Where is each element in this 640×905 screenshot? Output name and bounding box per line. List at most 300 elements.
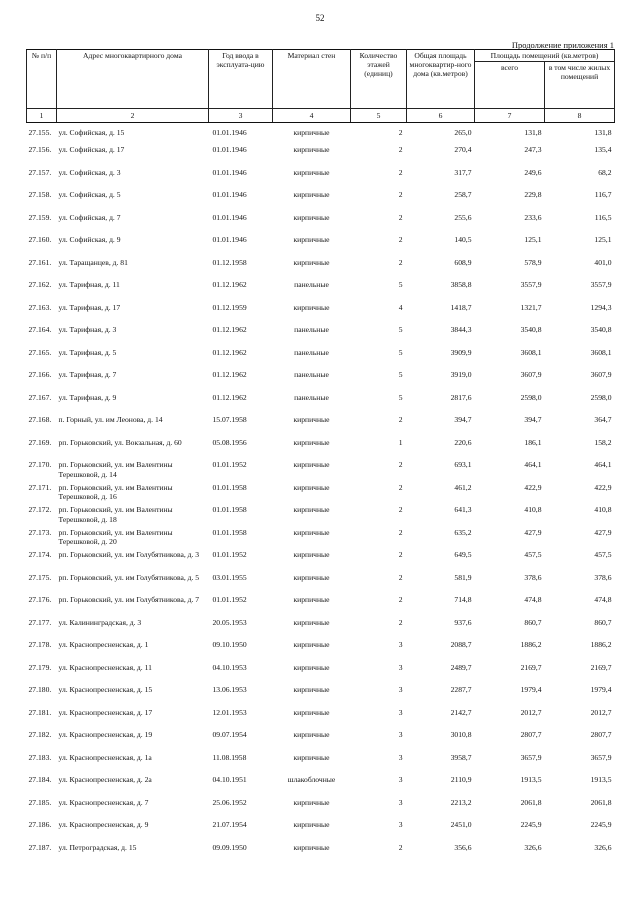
row-area-residential: 68,2 xyxy=(598,167,612,177)
row-floors: 2 xyxy=(398,145,403,154)
row-number: 27.158. xyxy=(28,190,52,199)
table-row xyxy=(27,483,615,506)
header-floors: Количество этажей (единиц) xyxy=(351,50,407,109)
row-year: 15.07.1958 xyxy=(212,415,247,424)
row-number: 27.180. xyxy=(28,685,52,694)
row-total-area: 2817,6 xyxy=(450,392,472,402)
row-material: кирпичные xyxy=(293,302,330,312)
row-total-area: 140,5 xyxy=(454,235,472,244)
row-total-area: 3858,8 xyxy=(450,280,472,289)
row-material: кирпичные xyxy=(293,460,330,469)
row-floors: 2 xyxy=(398,505,403,514)
row-area-residential: 474,8 xyxy=(594,595,612,604)
row-year: 01.12.1962 xyxy=(212,370,247,379)
row-address: ул. Софийская, д. 5 xyxy=(58,190,121,199)
row-material: кирпичные xyxy=(293,145,330,154)
row-year: 01.12.1958 xyxy=(212,257,247,267)
row-area-all: 3557,9 xyxy=(520,280,542,289)
row-year: 01.12.1962 xyxy=(212,325,247,334)
row-number: 27.162. xyxy=(28,280,52,289)
row-total-area: 3909,9 xyxy=(450,347,472,357)
row-number: 27.186. xyxy=(28,820,52,829)
row-floors: 5 xyxy=(398,370,403,379)
table-row xyxy=(27,843,615,866)
table-row xyxy=(27,753,615,776)
row-year: 01.01.1946 xyxy=(212,128,247,137)
row-number: 27.185. xyxy=(28,797,52,807)
row-area-residential: 378,6 xyxy=(594,572,612,582)
row-area-all: 578,9 xyxy=(524,257,542,267)
row-material: кирпичные xyxy=(293,842,330,852)
row-floors: 3 xyxy=(398,752,403,762)
row-number: 27.179. xyxy=(28,662,52,672)
row-year: 01.01.1946 xyxy=(212,145,247,154)
col-number: 7 xyxy=(475,109,545,123)
row-year: 01.12.1959 xyxy=(212,302,247,312)
row-material: кирпичные xyxy=(293,707,330,717)
row-material: кирпичные xyxy=(293,662,330,672)
row-floors: 2 xyxy=(398,212,403,222)
row-year: 04.10.1951 xyxy=(212,775,247,784)
row-material: кирпичные xyxy=(293,595,330,604)
row-address: ул. Софийская, д. 17 xyxy=(58,145,125,154)
row-total-area: 608,9 xyxy=(454,257,472,267)
row-total-area: 3844,3 xyxy=(450,325,472,334)
row-floors: 4 xyxy=(398,302,403,312)
row-material: кирпичные xyxy=(293,820,330,829)
table-row xyxy=(27,798,615,821)
row-area-residential: 116,7 xyxy=(594,190,612,199)
row-number: 27.160. xyxy=(28,235,52,244)
table-row xyxy=(27,415,615,438)
row-floors: 2 xyxy=(398,460,403,469)
row-number: 27.161. xyxy=(28,257,52,267)
row-year: 21.07.1954 xyxy=(212,820,247,829)
row-number: 27.169. xyxy=(28,437,52,447)
row-area-residential: 125,1 xyxy=(594,235,612,244)
row-number: 27.163. xyxy=(28,302,52,312)
row-area-all: 422,9 xyxy=(524,482,542,492)
row-address: п. Горный, ул. им Леонова, д. 14 xyxy=(58,415,163,424)
row-area-all: 464,1 xyxy=(524,460,542,469)
row-area-all: 427,9 xyxy=(524,527,542,537)
row-address: ул. Тарифная, д. 5 xyxy=(58,347,117,357)
row-year: 01.12.1962 xyxy=(212,347,247,357)
row-material: панельные xyxy=(294,280,329,289)
row-total-area: 635,2 xyxy=(454,527,472,537)
table-row xyxy=(27,235,615,258)
row-area-residential: 2061,8 xyxy=(590,797,612,807)
row-material: панельные xyxy=(294,325,329,334)
row-floors: 3 xyxy=(398,640,403,649)
row-total-area: 641,3 xyxy=(454,505,472,514)
row-floors: 2 xyxy=(398,190,403,199)
row-number: 27.177. xyxy=(28,617,52,627)
row-total-area: 2451,0 xyxy=(450,820,472,829)
row-material: кирпичные xyxy=(293,505,330,514)
row-address: рп. Горьковский, ул. им Голубятникова, д. 5 xyxy=(58,572,200,582)
row-address: ул. Софийская, д. 15 xyxy=(58,128,125,137)
col-number: 4 xyxy=(273,109,351,123)
row-area-all: 410,8 xyxy=(524,505,542,514)
row-area-residential: 2807,7 xyxy=(590,730,612,739)
row-area-all: 2012,7 xyxy=(520,707,542,717)
row-year: 20.05.1953 xyxy=(212,617,247,627)
row-area-residential: 3657,9 xyxy=(590,752,612,762)
row-floors: 3 xyxy=(398,730,403,739)
row-floors: 2 xyxy=(398,257,403,267)
row-floors: 2 xyxy=(398,595,403,604)
table-row xyxy=(27,573,615,596)
row-year: 11.08.1958 xyxy=(212,752,247,762)
row-floors: 5 xyxy=(398,392,403,402)
row-floors: 2 xyxy=(398,572,403,582)
row-total-area: 220,6 xyxy=(454,437,472,447)
row-area-all: 378,6 xyxy=(524,572,542,582)
row-area-residential: 158,2 xyxy=(594,437,612,447)
row-floors: 3 xyxy=(398,685,403,694)
row-number: 27.165. xyxy=(28,347,52,357)
row-floors: 3 xyxy=(398,775,403,784)
col-number: 3 xyxy=(209,109,273,123)
row-address: рп. Горьковский, ул. им Голубятникова, д. 7 xyxy=(58,595,200,604)
row-number: 27.155. xyxy=(28,128,52,137)
row-material: кирпичные xyxy=(293,550,330,559)
row-area-all: 2598,0 xyxy=(520,392,542,402)
table-row xyxy=(27,145,615,168)
row-area-all: 1321,7 xyxy=(520,302,542,312)
table-row xyxy=(27,663,615,686)
row-number: 27.178. xyxy=(28,640,52,649)
row-area-all: 394,7 xyxy=(524,415,542,424)
table-row xyxy=(27,370,615,393)
row-total-area: 394,7 xyxy=(454,415,472,424)
row-area-all: 186,1 xyxy=(524,437,542,447)
row-total-area: 258,7 xyxy=(454,190,472,199)
row-area-all: 3608,1 xyxy=(520,347,542,357)
row-area-all: 249,6 xyxy=(524,167,542,177)
row-year: 01.01.1946 xyxy=(212,190,247,199)
row-floors: 2 xyxy=(398,128,403,137)
row-area-residential: 3607,9 xyxy=(590,370,612,379)
row-address: ул. Таращанцев, д. 81 xyxy=(58,257,128,267)
row-area-all: 2169,7 xyxy=(520,662,542,672)
row-address: ул. Софийская, д. 3 xyxy=(58,167,121,177)
row-material: кирпичные xyxy=(293,640,330,649)
row-area-all: 457,5 xyxy=(524,550,542,559)
row-number: 27.175. xyxy=(28,572,52,582)
row-floors: 3 xyxy=(398,797,403,807)
row-year: 01.01.1952 xyxy=(212,595,247,604)
row-floors: 3 xyxy=(398,820,403,829)
table-row xyxy=(27,438,615,461)
row-number: 27.187. xyxy=(28,842,52,852)
table-row xyxy=(27,685,615,708)
row-address: рп. Горьковский, ул. им Валентины Терешковой, д. 20 xyxy=(58,527,173,546)
header-num: № п/п xyxy=(27,50,57,109)
header-material: Материал стен xyxy=(273,50,351,109)
row-area-all: 3657,9 xyxy=(520,752,542,762)
row-address: ул. Тарифная, д. 7 xyxy=(58,370,117,379)
row-number: 27.168. xyxy=(28,415,52,424)
row-area-all: 2061,8 xyxy=(520,797,542,807)
continuation-note: Продолжение приложения 1 xyxy=(511,40,614,50)
row-material: кирпичные xyxy=(293,482,330,492)
row-material: кирпичные xyxy=(293,190,330,199)
row-year: 01.01.1946 xyxy=(212,235,247,244)
row-material: кирпичные xyxy=(293,527,330,537)
row-area-residential: 1979,4 xyxy=(590,685,612,694)
row-area-residential: 2598,0 xyxy=(590,392,612,402)
table-body xyxy=(27,123,615,866)
row-material: шлакоблочные xyxy=(287,775,336,784)
row-material: кирпичные xyxy=(293,415,330,424)
table-row xyxy=(27,213,615,236)
col-number: 8 xyxy=(545,109,615,123)
row-area-residential: 427,9 xyxy=(594,527,612,537)
row-floors: 2 xyxy=(398,842,403,852)
row-material: кирпичные xyxy=(293,685,330,694)
row-floors: 2 xyxy=(398,167,403,177)
row-address: ул. Тарифная, д. 11 xyxy=(58,280,120,289)
row-material: панельные xyxy=(294,370,329,379)
row-material: кирпичные xyxy=(293,235,330,244)
row-total-area: 255,6 xyxy=(454,212,472,222)
row-number: 27.174. xyxy=(28,550,52,559)
row-area-residential: 457,5 xyxy=(594,550,612,559)
row-address: рп. Горьковский, ул. им Валентины Терешковой, д. 14 xyxy=(58,460,173,479)
table-row xyxy=(27,708,615,731)
row-area-all: 3540,8 xyxy=(520,325,542,334)
row-area-all: 2807,7 xyxy=(520,730,542,739)
row-material: кирпичные xyxy=(293,752,330,762)
row-year: 09.09.1950 xyxy=(212,842,247,852)
row-area-all: 1886,2 xyxy=(520,640,542,649)
row-number: 27.159. xyxy=(28,212,52,222)
row-floors: 5 xyxy=(398,347,403,357)
row-number: 27.171. xyxy=(28,482,52,492)
row-year: 09.07.1954 xyxy=(212,730,247,739)
table-row xyxy=(27,505,615,528)
table-row xyxy=(27,348,615,371)
row-address: ул. Краснопресненская, д. 1а xyxy=(58,752,152,762)
header-premises-area: Площадь помещений (кв.метров) xyxy=(475,50,615,62)
row-address: ул. Краснопресненская, д. 11 xyxy=(58,662,152,672)
row-area-all: 3607,9 xyxy=(520,370,542,379)
row-total-area: 2088,7 xyxy=(450,640,472,649)
row-year: 05.08.1956 xyxy=(212,437,247,447)
row-number: 27.170. xyxy=(28,460,52,469)
row-area-residential: 135,4 xyxy=(594,145,612,154)
row-year: 03.01.1955 xyxy=(212,572,247,582)
row-floors: 1 xyxy=(398,437,403,447)
row-year: 13.06.1953 xyxy=(212,685,247,694)
table-row xyxy=(27,775,615,798)
row-area-all: 247,3 xyxy=(524,145,542,154)
row-total-area: 2142,7 xyxy=(450,707,472,717)
table-row xyxy=(27,618,615,641)
table-row xyxy=(27,460,615,483)
row-area-residential: 2245,9 xyxy=(590,820,612,829)
row-address: рп. Горьковский, ул. им Голубятникова, д. 3 xyxy=(58,550,200,559)
row-area-all: 326,6 xyxy=(524,842,542,852)
row-year: 04.10.1953 xyxy=(212,662,247,672)
row-area-all: 125,1 xyxy=(524,235,542,244)
row-address: рп. Горьковский, ул. Вокзальная, д. 60 xyxy=(58,437,182,447)
row-year: 12.01.1953 xyxy=(212,707,247,717)
row-total-area: 270,4 xyxy=(454,145,472,154)
row-area-all: 1979,4 xyxy=(520,685,542,694)
table-row xyxy=(27,325,615,348)
row-total-area: 3919,0 xyxy=(450,370,472,379)
row-total-area: 317,7 xyxy=(454,167,472,177)
row-area-residential: 326,6 xyxy=(594,842,612,852)
header-residential: в том числе жилых помещений xyxy=(545,62,615,109)
col-number: 6 xyxy=(407,109,475,123)
row-year: 01.01.1952 xyxy=(212,460,247,469)
table-row xyxy=(27,190,615,213)
row-material: панельные xyxy=(294,347,329,357)
row-area-residential: 2012,7 xyxy=(590,707,612,717)
row-area-residential: 364,7 xyxy=(594,415,612,424)
table-row xyxy=(27,595,615,618)
row-area-all: 2245,9 xyxy=(520,820,542,829)
row-total-area: 265,0 xyxy=(454,128,472,137)
row-area-residential: 3608,1 xyxy=(590,347,612,357)
row-address: ул. Краснопресненская, д. 15 xyxy=(58,685,153,694)
row-address: ул. Краснопресненская, д. 1 xyxy=(58,640,149,649)
row-material: кирпичные xyxy=(293,212,330,222)
table-row xyxy=(27,123,615,146)
row-floors: 5 xyxy=(398,325,403,334)
row-area-residential: 3557,9 xyxy=(590,280,612,289)
row-material: кирпичные xyxy=(293,167,330,177)
row-year: 01.01.1946 xyxy=(212,212,247,222)
table-row xyxy=(27,303,615,326)
col-number: 1 xyxy=(27,109,57,123)
row-address: ул. Софийская, д. 7 xyxy=(58,212,121,222)
page-number: 52 xyxy=(315,13,325,23)
row-address: ул. Тарифная, д. 17 xyxy=(58,302,121,312)
row-area-residential: 860,7 xyxy=(594,617,612,627)
row-address: ул. Краснопресненская, д. 19 xyxy=(58,730,153,739)
row-floors: 2 xyxy=(398,550,403,559)
row-total-area: 693,1 xyxy=(454,460,472,469)
row-area-all: 474,8 xyxy=(524,595,542,604)
row-area-residential: 401,0 xyxy=(594,257,612,267)
row-number: 27.173. xyxy=(28,527,52,537)
row-year: 01.12.1962 xyxy=(212,280,247,289)
row-material: кирпичные xyxy=(293,257,330,267)
table-row xyxy=(27,393,615,416)
row-area-residential: 116,5 xyxy=(594,212,612,222)
row-year: 01.01.1958 xyxy=(212,505,247,514)
row-floors: 2 xyxy=(398,235,403,244)
row-floors: 3 xyxy=(398,662,403,672)
row-year: 01.12.1962 xyxy=(212,392,247,402)
row-address: ул. Тарифная, д. 3 xyxy=(58,325,117,334)
row-floors: 5 xyxy=(398,280,403,289)
row-number: 27.166. xyxy=(28,370,52,379)
row-total-area: 714,8 xyxy=(454,595,472,604)
row-area-all: 233,6 xyxy=(524,212,542,222)
row-material: кирпичные xyxy=(293,730,330,739)
row-total-area: 1418,7 xyxy=(450,302,472,312)
row-area-all: 131,8 xyxy=(524,128,542,137)
row-area-all: 229,8 xyxy=(524,190,542,199)
row-total-area: 3010,8 xyxy=(450,730,472,739)
row-area-residential: 2169,7 xyxy=(590,662,612,672)
row-floors: 2 xyxy=(398,482,403,492)
row-area-residential: 3540,8 xyxy=(590,325,612,334)
row-address: ул. Петроградская, д. 15 xyxy=(58,842,137,852)
row-total-area: 356,6 xyxy=(454,842,472,852)
row-year: 01.01.1958 xyxy=(212,527,247,537)
row-number: 27.167. xyxy=(28,392,52,402)
row-total-area: 649,5 xyxy=(454,550,472,559)
table-row xyxy=(27,730,615,753)
row-address: рп. Горьковский, ул. им Валентины Терешковой, д. 18 xyxy=(58,505,173,524)
row-year: 01.01.1958 xyxy=(212,482,247,492)
row-total-area: 2213,2 xyxy=(450,797,472,807)
row-material: кирпичные xyxy=(293,617,330,627)
row-year: 01.01.1946 xyxy=(212,167,247,177)
row-material: кирпичные xyxy=(293,572,330,582)
row-total-area: 2489,7 xyxy=(450,662,472,672)
row-address: ул. Краснопресненская, д. 7 xyxy=(58,797,149,807)
row-area-residential: 131,8 xyxy=(594,128,612,137)
row-year: 01.01.1952 xyxy=(212,550,247,559)
row-floors: 2 xyxy=(398,617,403,627)
row-number: 27.184. xyxy=(28,775,52,784)
row-number: 27.181. xyxy=(28,707,52,717)
col-number: 2 xyxy=(57,109,209,123)
table-row xyxy=(27,550,615,573)
row-number: 27.157. xyxy=(28,167,52,177)
row-total-area: 937,6 xyxy=(454,617,472,627)
row-area-residential: 410,8 xyxy=(594,505,612,514)
row-total-area: 2110,9 xyxy=(450,775,472,784)
row-area-residential: 1886,2 xyxy=(590,640,612,649)
table-header xyxy=(27,50,615,123)
row-floors: 2 xyxy=(398,527,403,537)
table-row xyxy=(27,258,615,281)
header-all: всего xyxy=(475,62,545,109)
row-address: ул. Калининградская, д. 3 xyxy=(58,617,142,627)
housing-table xyxy=(26,49,615,865)
col-number: 5 xyxy=(351,109,407,123)
table-row xyxy=(27,280,615,303)
row-total-area: 2287,7 xyxy=(450,685,472,694)
row-floors: 3 xyxy=(398,707,403,717)
row-address: ул. Краснопресненская, д. 2а xyxy=(58,775,152,784)
row-area-residential: 1294,3 xyxy=(590,302,612,312)
row-year: 09.10.1950 xyxy=(212,640,247,649)
row-area-all: 860,7 xyxy=(524,617,542,627)
row-area-all: 1913,5 xyxy=(520,775,542,784)
row-number: 27.183. xyxy=(28,752,52,762)
row-floors: 2 xyxy=(398,415,403,424)
table-row xyxy=(27,640,615,663)
table-row xyxy=(27,528,615,551)
row-address: ул. Краснопресненская, д. 17 xyxy=(58,707,153,717)
row-total-area: 581,9 xyxy=(454,572,472,582)
row-number: 27.172. xyxy=(28,505,52,514)
row-material: кирпичные xyxy=(293,128,330,137)
row-year: 25.06.1952 xyxy=(212,797,247,807)
header-address: Адрес многоквартирного дома xyxy=(57,50,209,109)
row-address: ул. Тарифная, д. 9 xyxy=(58,392,117,402)
